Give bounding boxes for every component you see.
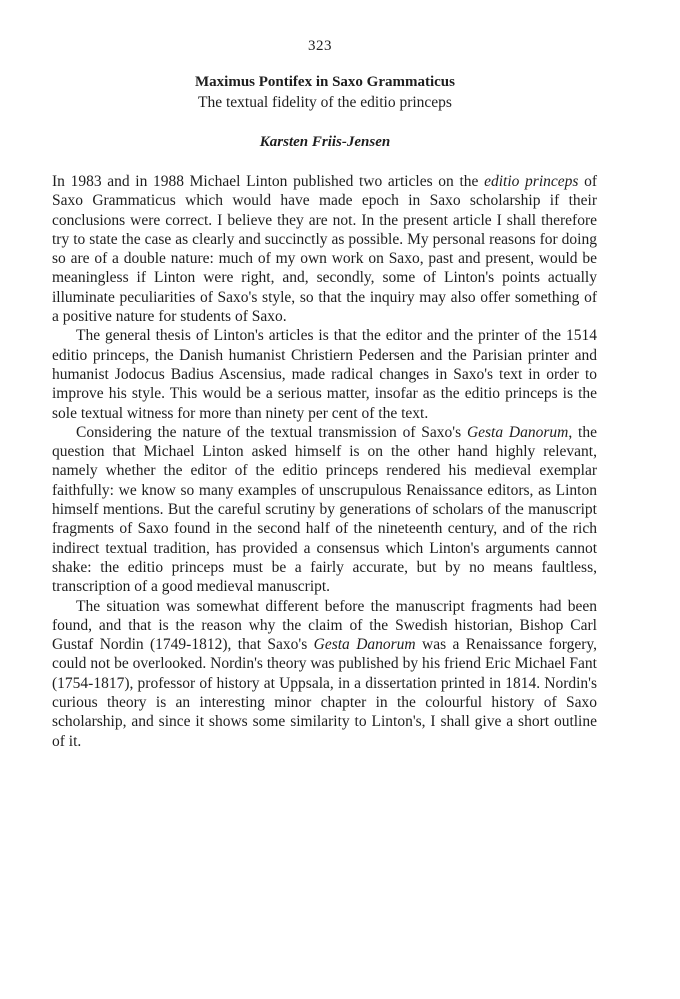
article-body [52,172,597,751]
paragraph-2 [52,326,597,422]
article-title: Maximus Pontifex in Saxo Grammaticus [195,74,455,90]
paragraph-3 [52,423,597,597]
paragraph-segment: was a Renaissance forgery, could not be overlooked. Nordin's theory was published by his friend Eric Michael Fant (1754-1817), professor of history at Uppsala, in a dissertation printed in 1814. Nordin's curious theory is an interesting minor chapter in the colourful history of Saxo scholarship, and since it shows some similarity to Linton's, I shall give a short outline of it. [52,636,597,750]
article-author: Karsten Friis-Jensen [259,134,391,150]
paragraph-1 [52,172,597,326]
paragraph-segment: The situation was somewhat different before the manuscript fragments had been found, and that is the reason why the claim of the Swedish historian, Bishop Carl Gustaf Nordin (1749-1812), that Saxo's [52,597,597,654]
page-number: 323 [308,38,332,54]
paragraph-segment: Considering the nature of the textual transmission of Saxo's [76,423,467,441]
paragraph-4 [52,597,597,751]
paragraph-segment: , the question that Michael Linton asked himself is on the other hand highly relevant, namely whether the editor of the editio princeps rendered his medieval exemplar faithfully: we know so many examples of unscrupulous Renaissance editors, as Linton himself mentions. But the careful scrutiny by generations of scholars of the manuscript fragments of Saxo found in the second half of the nineteenth century, and of the rich indirect textual tradition, has provided a consensus which Linton's arguments cannot shake: the editio princeps must be a fairly accurate, but by no means faultless, transcription of a good medieval manuscript. [52,423,597,596]
paragraph-segment: of Saxo Grammaticus which would have made epoch in Saxo scholarship if their conclusions were correct. I believe they are not. In the present article I shall therefore try to state the case as clearly and succinctly as possible. My personal reasons for doing so are of a double nature: much of my own work on Saxo, past and present, would be meaningless if Linton were right, and, secondly, some of Linton's points actually illuminate peculiarities of Saxo's style, so that the inquiry may also offer something of a positive nature for students of Saxo. [52,173,597,326]
paragraph-segment: In 1983 and in 1988 Michael Linton published two articles on the [52,173,485,190]
paragraph-segment-italic: editio princeps [484,173,579,190]
article-subtitle: The textual fidelity of the editio princeps [198,94,452,111]
paragraph-segment-italic: Gesta Danorum [313,636,416,654]
paragraph-segment: The general thesis of Linton's articles is that the editor and the printer of the 1514 editio princeps, the Danish humanist Christiern Pedersen and the Parisian printer and humanist Jodocus Badius Ascensius, made radical changes in Saxo's text in order to improve his style. This would be a serious matter, insofar as the editio princeps is the sole textual witness for more than ninety per cent of the text. [52,327,597,422]
paragraph-segment-italic: Gesta Danorum [466,423,569,441]
